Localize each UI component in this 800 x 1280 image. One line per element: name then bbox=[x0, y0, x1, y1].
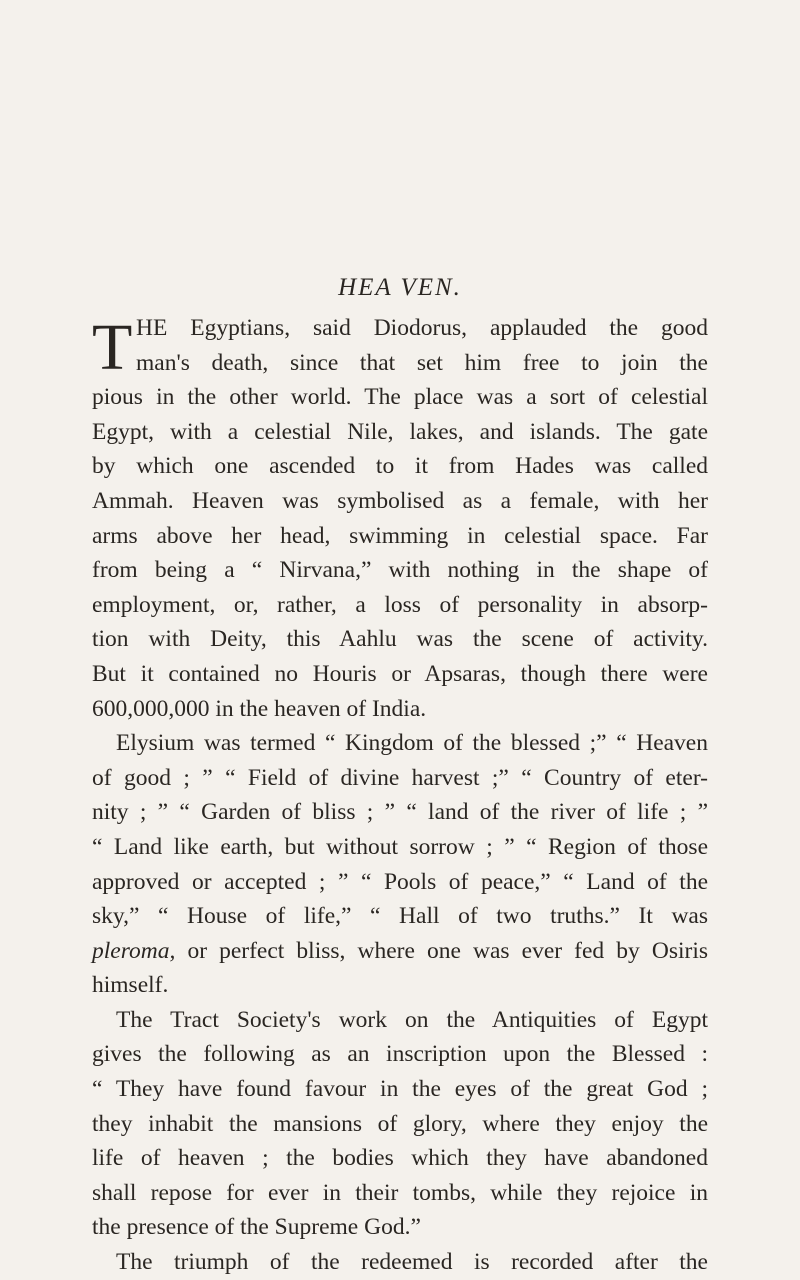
text-line-3: pious in the other world. The place was a sort of celestial bbox=[92, 384, 708, 411]
text-line-24: they inhabit the mansions of glory, where they enjoy the bbox=[92, 1110, 708, 1137]
text-line-23: “ They have found favour in the eyes of the great God ; bbox=[92, 1076, 708, 1103]
text-line-13: Elysium was termed “ Kingdom of the blessed ;” “ Heaven bbox=[116, 730, 708, 757]
text-line-6: Ammah. Heaven was symbolised as a female, with her bbox=[92, 487, 708, 514]
text-line-10: tion with Deity, this Aahlu was the scene of activity. bbox=[92, 626, 708, 653]
drop-cap: T bbox=[92, 311, 133, 384]
text-line-11: But it contained no Houris or Apsaras, though there were bbox=[92, 660, 708, 687]
text-line-2: man's death, since that set him free to join the bbox=[136, 349, 708, 376]
text-line-22: gives the following as an inscription upon the Blessed : bbox=[92, 1041, 708, 1068]
text-line-7: arms above her head, swimming in celestial space. Far bbox=[92, 522, 708, 549]
text-line-21: The Tract Society's work on the Antiquities of Egypt bbox=[116, 1006, 708, 1033]
text-line-20: himself. bbox=[92, 972, 169, 999]
text-line-16: “ Land like earth, but without sorrow ; ” “ Region of those bbox=[92, 833, 708, 860]
text-line-17: approved or accepted ; ” “ Pools of peace,” “ Land of the bbox=[92, 868, 708, 895]
text-line-1-content: HE Egyptians, said Diodorus, applauded the good bbox=[136, 315, 708, 341]
text-line-12: 600,000,000 in the heaven of India. bbox=[92, 695, 427, 722]
text-line-14: of good ; ” “ Field of divine harvest ;” “ Country of eter- bbox=[92, 764, 708, 791]
italic-word: pleroma, bbox=[92, 937, 176, 964]
text-line-25: life of heaven ; the bodies which they have abandoned bbox=[92, 1145, 708, 1172]
text-line-27: the presence of the Supreme God.” bbox=[92, 1214, 421, 1241]
text-line-26: shall repose for ever in their tombs, while they rejoice in bbox=[92, 1179, 708, 1206]
text-line-15: nity ; ” “ Garden of bliss ; ” “ land of the river of life ; ” bbox=[92, 799, 708, 826]
text-line-19 bbox=[92, 934, 708, 969]
text-line-19-rest: or perfect bliss, where one was ever fed by Osiris bbox=[187, 937, 708, 964]
text-line-18: sky,” “ House of life,” “ Hall of two truths.” It was bbox=[92, 903, 708, 930]
text-line-8: from being a “ Nirvana,” with nothing in the shape of bbox=[92, 557, 708, 584]
text-line-9: employment, or, rather, a loss of personality in absorp- bbox=[92, 591, 708, 618]
text-line-4: Egypt, with a celestial Nile, lakes, and islands. The gate bbox=[92, 418, 708, 445]
body-text bbox=[92, 311, 708, 1280]
text-line-28: The triumph of the redeemed is recorded after the bbox=[116, 1249, 708, 1276]
page-heading: HEA VEN. bbox=[338, 274, 462, 301]
text-line-5: by which one ascended to it from Hades was called bbox=[92, 453, 708, 480]
